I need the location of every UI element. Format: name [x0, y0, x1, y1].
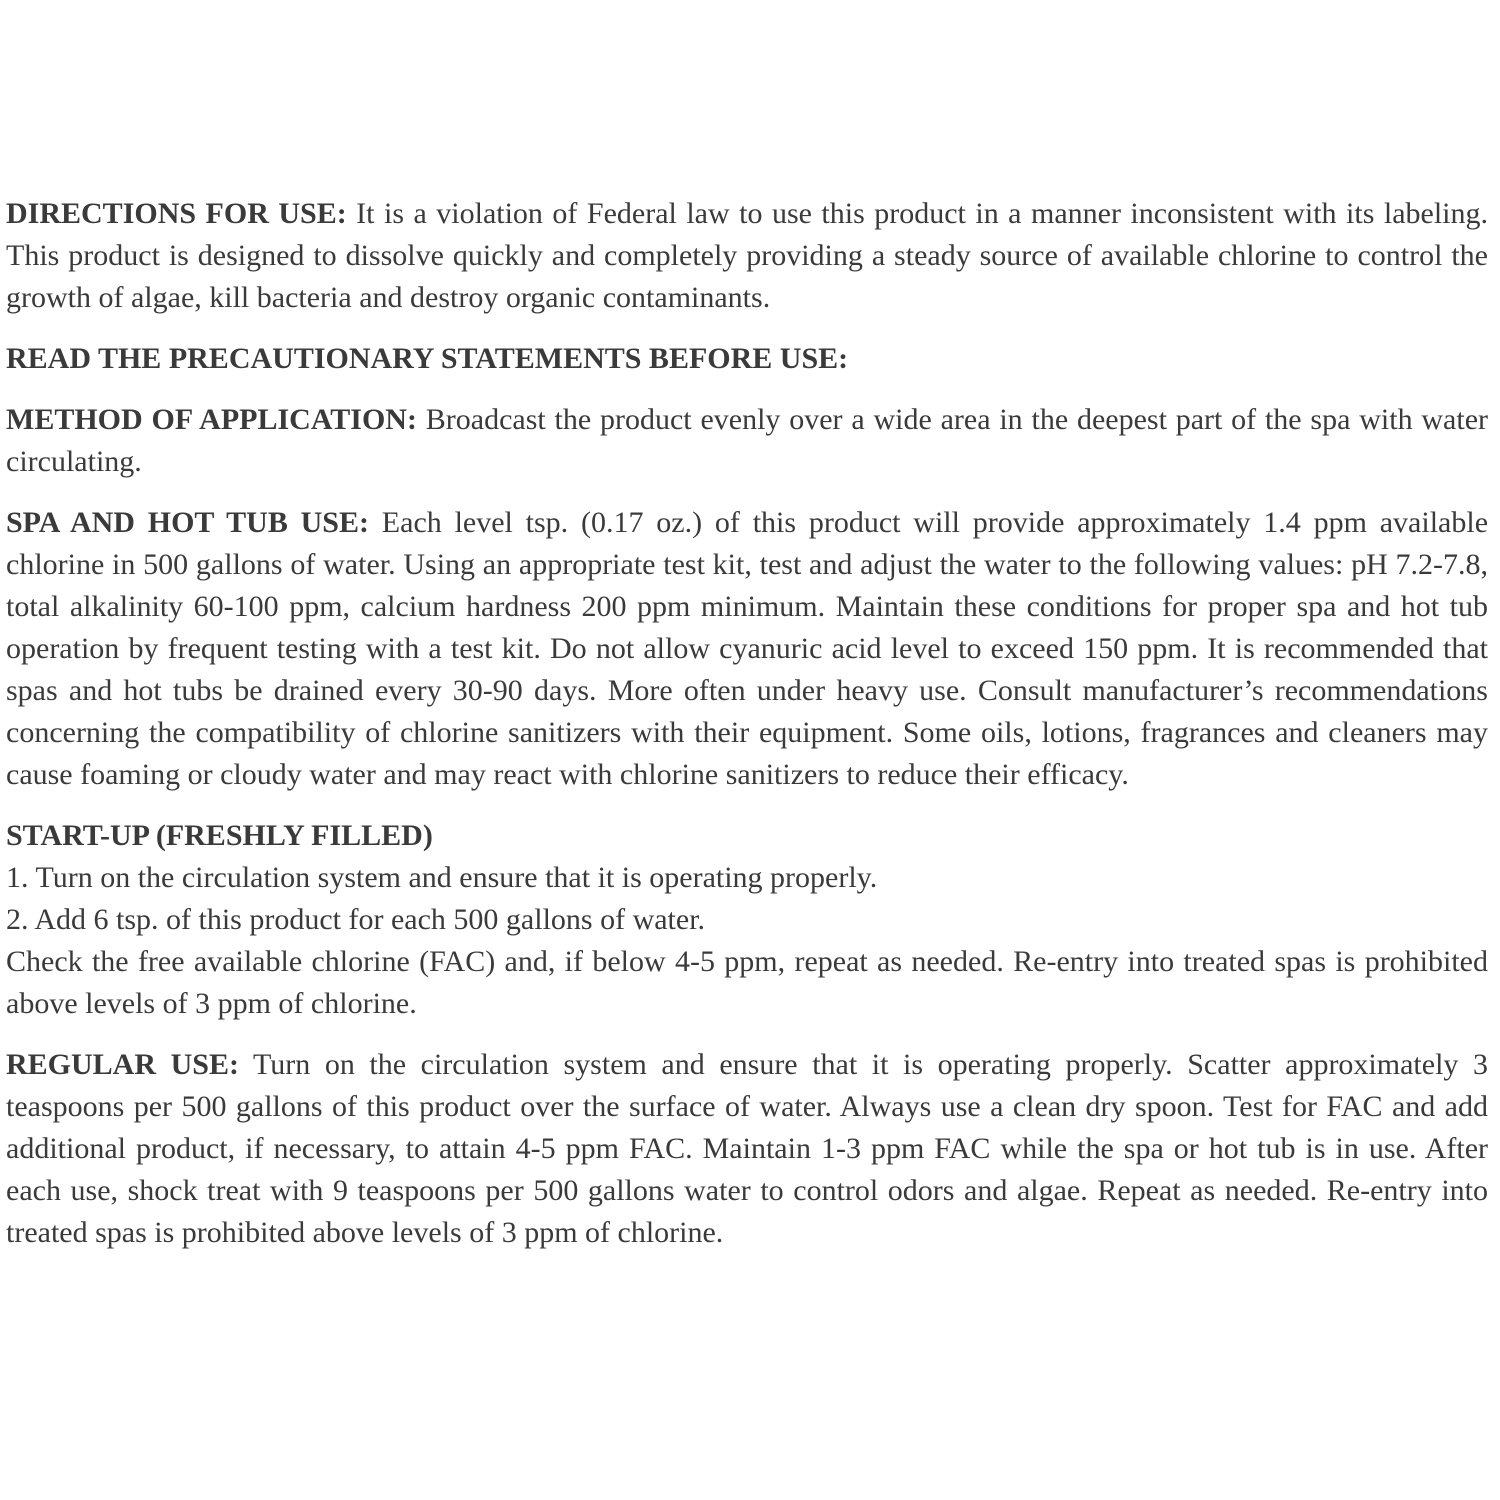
startup-step-1: 1. Turn on the circulation system and ensure that it is operating properly.	[6, 861, 878, 894]
directions-heading: DIRECTIONS FOR USE:	[6, 197, 347, 230]
startup-paragraph	[6, 815, 1488, 1025]
precautionary-heading: READ THE PRECAUTIONARY STATEMENTS BEFORE USE:	[6, 342, 849, 375]
startup-text: Check the free available chlorine (FAC) and, if below 4-5 ppm, repeat as needed. Re-entry into treated spas is prohibited above levels of 3 ppm of chlorine.	[6, 945, 1488, 1020]
spa-use-text: Each level tsp. (0.17 oz.) of this product will provide approximately 1.4 ppm available chlorine in 500 gallons of water. Using an appropriate test kit, test and adjust the water to the following values: pH 7.2-7.8, total alkalinity 60-100 ppm, calcium hardness 200 ppm minimum. Maintain these conditions for proper spa and hot tub operation by frequent testing with a test kit. Do not allow cyanuric acid level to exceed 150 ppm. It is recommended that spas and hot tubs be drained every 30-90 days. More often under heavy use. Consult manufacturer’s recommendations concerning the compatibility of chlorine sanitizers with their equipment. Some oils, lotions, fragrances and cleaners may cause foaming or cloudy water and may react with chlorine sanitizers to reduce their efficacy.	[6, 506, 1489, 791]
directions-text: It is a violation of Federal law to use this product in a manner inconsistent with its labeling. This product is designed to dissolve quickly and completely providing a steady source of available chlorine to control the growth of algae, kill bacteria and destroy organic contaminants.	[6, 197, 1488, 314]
method-text: Broadcast the product evenly over a wide area in the deepest part of the spa with water circulating.	[6, 403, 1488, 478]
startup-step-2: 2. Add 6 tsp. of this product for each 500 gallons of water.	[6, 903, 706, 936]
directions-paragraph	[6, 193, 1488, 319]
method-heading: METHOD OF APPLICATION:	[6, 403, 417, 436]
regular-use-paragraph	[6, 1044, 1488, 1254]
spa-use-paragraph	[6, 502, 1488, 796]
spa-use-heading: SPA AND HOT TUB USE:	[6, 506, 369, 539]
method-paragraph	[6, 399, 1488, 483]
startup-heading: START-UP (FRESHLY FILLED)	[6, 819, 433, 852]
product-label-text	[6, 193, 1488, 1273]
regular-use-text: Turn on the circulation system and ensure that it is operating properly. Scatter approximately 3 teaspoons per 500 gallons of this product over the surface of water. Always use a clean dry spoon. Test for FAC and add additional product, if necessary, to attain 4-5 ppm FAC. Maintain 1-3 ppm FAC while the spa or hot tub is in use. After each use, shock treat with 9 teaspoons per 500 gallons water to control odors and algae. Repeat as needed. Re-entry into treated spas is prohibited above levels of 3 ppm of chlorine.	[6, 1048, 1488, 1249]
regular-use-heading: REGULAR USE:	[6, 1048, 239, 1081]
precautionary-paragraph	[6, 338, 1488, 380]
